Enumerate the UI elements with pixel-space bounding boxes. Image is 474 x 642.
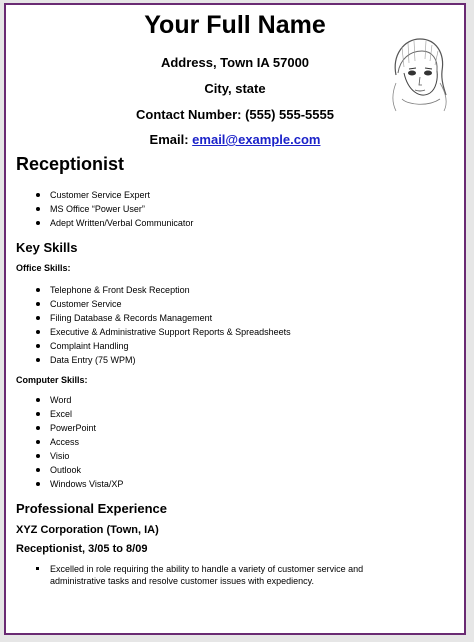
position-title: Receptionist	[16, 154, 125, 174]
list-item: Windows Vista/XP	[16, 477, 456, 491]
contact-number: Contact Number: (555) 555-5555	[136, 107, 334, 122]
list-item: Access	[16, 435, 456, 449]
bullet-icon	[36, 468, 40, 472]
list-item: Excelled in role requiring the ability to handle a variety of customer service and administrative tasks and resolve customer issues with expediency.	[16, 563, 416, 587]
bullet-icon	[36, 330, 40, 334]
bullet-icon	[36, 358, 40, 362]
email-label: Email:	[149, 132, 189, 147]
key-skills-heading: Key Skills	[16, 240, 78, 255]
list-item: Visio	[16, 449, 456, 463]
bullet-icon	[36, 482, 40, 486]
bullet-icon	[36, 412, 40, 416]
resume-body	[16, 154, 456, 587]
experience-heading: Professional Experience	[16, 501, 168, 516]
experience-list	[16, 563, 416, 587]
list-item: Outlook	[16, 463, 456, 477]
bullet-icon	[36, 454, 40, 458]
address-line: Address, Town IA 57000	[160, 55, 310, 70]
summary-list	[16, 188, 456, 230]
bullet-icon	[36, 193, 40, 197]
list-item: Filing Database & Records Management	[16, 311, 456, 325]
list-item: Adept Written/Verbal Communicator	[16, 216, 456, 230]
bullet-icon	[36, 344, 40, 348]
email-line	[6, 132, 464, 147]
bullet-icon	[36, 302, 40, 306]
bullet-icon	[36, 426, 40, 430]
full-name: Your Full Name	[144, 11, 326, 39]
bullet-icon	[36, 288, 40, 292]
list-item: MS Office “Power User”	[16, 202, 456, 216]
list-item: Customer Service	[16, 297, 456, 311]
bullet-icon	[36, 398, 40, 402]
list-item: Customer Service Expert	[16, 188, 456, 202]
bullet-icon	[36, 440, 40, 444]
computer-skills-heading: Computer Skills:	[16, 375, 88, 385]
list-item: Executive & Administrative Support Reports & Spreadsheets	[16, 325, 456, 339]
office-skills-heading: Office Skills:	[16, 263, 71, 273]
bullet-icon	[36, 567, 39, 570]
company-line: XYZ Corporation (Town, IA)	[16, 524, 159, 536]
list-item: Data Entry (75 WPM)	[16, 353, 456, 367]
bullet-icon	[36, 316, 40, 320]
list-item: Telephone & Front Desk Reception	[16, 283, 456, 297]
role-line: Receptionist, 3/05 to 8/09	[16, 543, 148, 555]
resume-page	[4, 3, 466, 635]
computer-skills-list	[16, 393, 456, 491]
email-link[interactable]: email@example.com	[192, 132, 321, 147]
office-skills-list	[16, 283, 456, 367]
bullet-icon	[36, 207, 40, 211]
sketch-portrait-icon	[382, 33, 454, 113]
list-item: Word	[16, 393, 456, 407]
bullet-icon	[36, 221, 40, 225]
city-state-line: City, state	[204, 81, 266, 96]
list-item: Complaint Handling	[16, 339, 456, 353]
list-item: PowerPoint	[16, 421, 456, 435]
list-item: Excel	[16, 407, 456, 421]
